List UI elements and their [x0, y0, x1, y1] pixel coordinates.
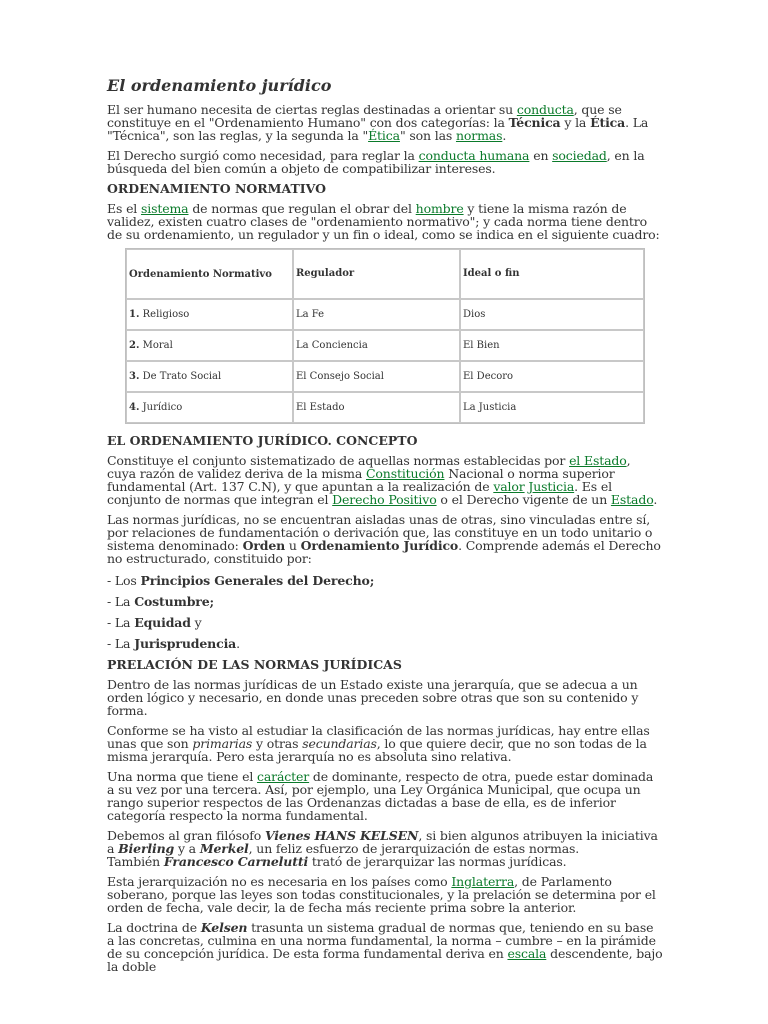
- link-escala[interactable]: escala: [507, 946, 547, 961]
- text: Una norma que tiene el: [107, 769, 258, 784]
- link-justicia[interactable]: Justicia: [528, 479, 575, 494]
- table-cell-regulador: La Conciencia: [293, 330, 460, 361]
- text: , lo que quiere decir, que no son todas de la misma jerarquía. Pero esta jerarquía no es absoluta sino relativa.: [107, 736, 647, 764]
- text: y la: [560, 115, 591, 130]
- link-inglaterra[interactable]: Inglaterra: [451, 874, 515, 889]
- table-cell-regulador: La Fe: [293, 299, 460, 330]
- table-header-cell: Ordenamiento Normativo: [126, 249, 293, 299]
- bold-italic-text: Merkel: [199, 841, 249, 856]
- table-header-cell: Regulador: [293, 249, 460, 299]
- text: , un feliz esfuerzo de jerarquización de estas normas.: [248, 841, 580, 856]
- text: de dominante, respecto de otra, puede estar dominada a su vez por una tercera. Así, por ejemplo, una Ley Orgánica Municipal, que ocupa un rango superior respectos de las Ordenanzas dictadas a base de ella, es de inferior categoría respecto la norma fundamental.: [107, 769, 654, 823]
- text: en: [529, 148, 553, 163]
- link-sistema[interactable]: sistema: [140, 201, 189, 216]
- bold-text: Ética: [590, 115, 626, 130]
- text: . Comprende además el Derecho no estructurado, constituido por:: [107, 538, 661, 566]
- table-cell-ordenamiento: [126, 392, 293, 423]
- bold-text: Técnica: [508, 115, 561, 130]
- text: y: [190, 615, 202, 630]
- link-sociedad[interactable]: sociedad: [552, 148, 607, 163]
- text: , que se constituye en el "Ordenamiento Humano" con dos categorías: la: [107, 102, 622, 130]
- text: y tiene la misma razón de validez, existen cuatro clases de "ordenamiento normativo"; y cada norma tiene dentro de su ordenamiento, un regulador y un fin o ideal, como se indica en el siguiente cuadro:: [107, 201, 660, 242]
- link-derecho-positivo[interactable]: Derecho Positivo: [332, 492, 437, 507]
- text: Constituye el conjunto sistematizado de aquellas normas establecidas por: [107, 453, 570, 468]
- table-cell-ordenamiento: [126, 299, 293, 330]
- row-number: 1.: [129, 308, 140, 320]
- italic-text: secundarias: [302, 736, 377, 751]
- bold-text: Equidad: [134, 615, 191, 630]
- row-number: 2.: [129, 339, 140, 351]
- paragraph-clasificacion: [107, 724, 663, 763]
- text: .: [653, 492, 658, 507]
- bold-text: Costumbre;: [134, 594, 214, 609]
- paragraph-intro: [107, 103, 663, 142]
- text: Conforme se ha visto al estudiar la clasificación de las normas jurídicas, hay entre ellas unas que son: [107, 723, 650, 751]
- text: Las normas jurídicas, no se encuentran aisladas unas de otras, sino vinculadas entre sí, por relaciones de fundamentación o derivación que, las constituye en un todo unitario o sistema denominado:: [107, 512, 653, 553]
- page-title: El ordenamiento jurídico: [107, 76, 332, 95]
- text: . La "Técnica", son las reglas, y la segunda la ": [107, 115, 649, 143]
- text: , si bien algunos atribuyen la iniciativa a: [107, 828, 658, 856]
- text: - La: [107, 636, 135, 651]
- text: , cuya razón de validez deriva de la misma: [107, 453, 631, 481]
- text: de normas que regulan el obrar del: [188, 201, 416, 216]
- link-estado[interactable]: Estado: [610, 492, 654, 507]
- text: El Derecho surgió como necesidad, para reglar la: [107, 148, 419, 163]
- text: y a: [174, 841, 200, 856]
- paragraph-sistema: [107, 202, 663, 241]
- bold-italic-text: Vienes HANS KELSEN: [264, 828, 419, 843]
- bold-italic-text: Bierling: [118, 841, 175, 856]
- link-normas[interactable]: normas: [455, 128, 503, 143]
- cell-text: De Trato Social: [139, 370, 222, 382]
- text: .: [236, 636, 240, 651]
- paragraph-dominante: [107, 770, 663, 822]
- text: .: [502, 128, 507, 143]
- article-body: [107, 72, 663, 980]
- text: Es el: [107, 201, 141, 216]
- link-constitucion[interactable]: Constitución: [366, 466, 445, 481]
- paragraph-jerarquia: Dentro de las normas jurídicas de un Estado existe una jerarquía, que se adecua a un orden lógico y necesario, en donde unas preceden sobre otras que son su contenido y forma.: [107, 677, 639, 718]
- row-number: 3.: [129, 370, 140, 382]
- link-etica[interactable]: Ética: [368, 128, 400, 143]
- text: Esta jerarquización no es necesaria en los países como: [107, 874, 452, 889]
- list-item: [107, 637, 663, 650]
- text: " son las: [399, 128, 456, 143]
- table-row: [126, 361, 644, 392]
- bold-text: Principios Generales del Derecho;: [140, 573, 375, 588]
- text: Nacional o norma superior fundamental (Art. 137 C.N), y que apuntan a la realización de: [107, 466, 615, 494]
- text: - Los: [107, 573, 141, 588]
- italic-text: primarias: [192, 736, 253, 751]
- table-row: [126, 330, 644, 361]
- link-el-estado[interactable]: el Estado: [569, 453, 627, 468]
- list-item: [107, 574, 663, 587]
- text: . Es el conjunto de normas que integran el: [107, 479, 612, 507]
- table-header-cell: Ideal o fin: [460, 249, 644, 299]
- text: , en la búsqueda del bien común a objeto de compatibilizar intereses.: [107, 148, 645, 176]
- text: También: [107, 854, 164, 869]
- bold-italic-text: Kelsen: [200, 920, 248, 935]
- paragraph-normas-juridicas: [107, 513, 663, 565]
- paragraph-doctrina: [107, 921, 663, 973]
- row-number: 4.: [129, 401, 140, 413]
- link-valor[interactable]: valor: [493, 479, 525, 494]
- text: trasunta un sistema gradual de normas que, teniendo en su base a las concretas, culmina en una norma fundamental, la norma – cumbre – en la pirámide de su concepción jurídica. De esta forma fundamental deriva en: [107, 920, 656, 961]
- text: y otras: [252, 736, 303, 751]
- link-conducta[interactable]: conducta: [516, 102, 574, 117]
- text: , de Parlamento soberano, porque las leyes son todas constitucionales, y la prelación se determina por el orden de fecha, vale decir, la de fecha más reciente prima sobre la anterior.: [107, 874, 656, 915]
- link-hombre[interactable]: hombre: [415, 201, 464, 216]
- paragraph-concepto: [107, 454, 663, 506]
- section-heading-prelacion: PRELACIÓN DE LAS NORMAS JURÍDICAS: [107, 657, 402, 672]
- bold-text: Orden: [242, 538, 286, 553]
- text: - La: [107, 615, 135, 630]
- text: o el Derecho vigente de un: [436, 492, 611, 507]
- cell-text: Religioso: [139, 308, 190, 320]
- table-header-row: [126, 249, 644, 299]
- link-conducta-humana[interactable]: conducta humana: [418, 148, 530, 163]
- list-item: [107, 616, 663, 629]
- text: - La: [107, 594, 135, 609]
- ordenamiento-table: [125, 248, 645, 424]
- list-item: [107, 595, 663, 608]
- paragraph-inglaterra: [107, 875, 663, 914]
- text: trató de jerarquizar las normas jurídicas.: [308, 854, 567, 869]
- table-cell-regulador: El Consejo Social: [293, 361, 460, 392]
- text: descendente, bajo la doble: [107, 946, 663, 974]
- table-cell-regulador: El Estado: [293, 392, 460, 423]
- bold-text: Ordenamiento Jurídico: [300, 538, 459, 553]
- paragraph-kelsen: [107, 829, 663, 868]
- table-cell-ideal: El Decoro: [460, 361, 644, 392]
- text: Debemos al gran filósofo: [107, 828, 265, 843]
- text: El ser humano necesita de ciertas reglas destinadas a orientar su: [107, 102, 517, 117]
- table-cell-ordenamiento: [126, 361, 293, 392]
- section-heading-normativo: ORDENAMIENTO NORMATIVO: [107, 181, 327, 196]
- section-heading-concepto: EL ORDENAMIENTO JURÍDICO. CONCEPTO: [107, 433, 418, 448]
- bold-italic-text: Francesco Carnelutti: [163, 854, 309, 869]
- table-row: [126, 392, 644, 423]
- paragraph-derecho: [107, 149, 663, 175]
- table-cell-ideal: Dios: [460, 299, 644, 330]
- table-cell-ordenamiento: [126, 330, 293, 361]
- table-cell-ideal: La Justicia: [460, 392, 644, 423]
- cell-text: Jurídico: [139, 401, 183, 413]
- link-caracter[interactable]: carácter: [257, 769, 310, 784]
- bold-text: Jurisprudencia: [134, 636, 237, 651]
- text: u: [285, 538, 301, 553]
- text: La doctrina de: [107, 920, 201, 935]
- table-row: [126, 299, 644, 330]
- table-cell-ideal: El Bien: [460, 330, 644, 361]
- cell-text: Moral: [139, 339, 173, 351]
